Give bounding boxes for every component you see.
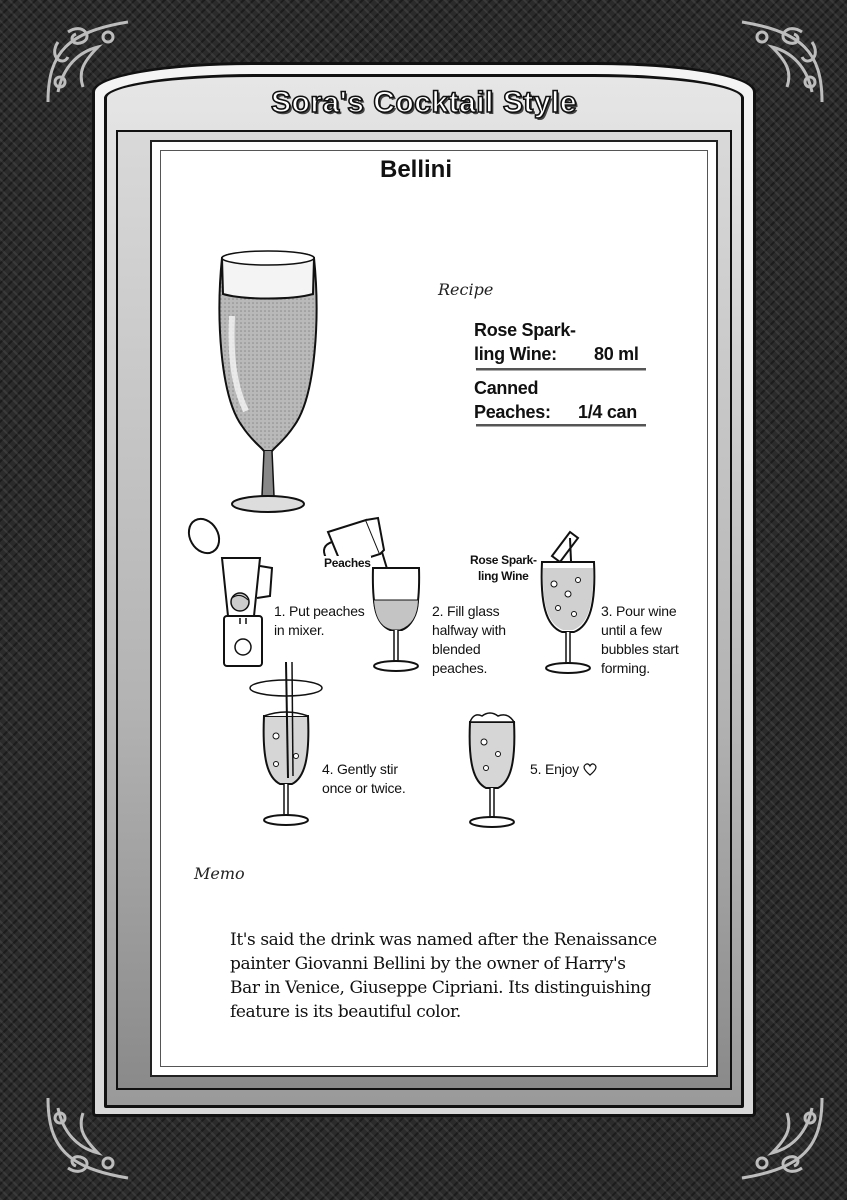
step-line: bubbles start	[601, 641, 679, 657]
memo-label: Memo	[194, 864, 245, 883]
ingredient-name: ling Wine:	[474, 344, 557, 364]
step-line: 2. Fill glass	[432, 603, 500, 619]
ingredient-name: Peaches:	[474, 402, 551, 422]
step-line: 1. Put peaches	[274, 603, 365, 619]
ingredient-amount: 1/4 can	[578, 402, 637, 422]
bellini-glass-illustration	[212, 246, 324, 518]
step-5-text	[530, 760, 597, 779]
finished-glass-illustration	[460, 708, 524, 830]
pour-peaches-illustration	[320, 516, 430, 676]
step-line: 3. Pour wine	[601, 603, 677, 619]
step-4-text	[322, 760, 406, 798]
step-2-text	[432, 602, 506, 678]
step-line: peaches.	[432, 660, 488, 676]
step-line: 5. Enjoy	[530, 761, 579, 777]
memo-text	[230, 928, 680, 1024]
recipe-label: Recipe	[438, 280, 494, 299]
step-line: once or twice.	[322, 780, 406, 796]
heart-icon	[583, 763, 597, 776]
pour-wine-illustration	[530, 528, 610, 678]
step-line: blended	[432, 641, 481, 657]
step-line: in mixer.	[274, 622, 325, 638]
stir-illustration	[246, 660, 326, 830]
ingredient-amount: 80 ml	[594, 344, 639, 364]
page-header-title: Sora's Cocktail Style	[270, 86, 578, 119]
peaches-label: Peaches	[324, 556, 371, 570]
ingredient-name: Canned	[474, 378, 539, 398]
cocktail-title: Bellini	[380, 156, 453, 183]
memo-line: painter Giovanni Bellini by the owner of Harry's	[230, 954, 626, 974]
step-line: 4. Gently stir	[322, 761, 398, 777]
rose-sparkling-wine-label	[470, 552, 537, 584]
step-line: until a few	[601, 622, 662, 638]
label-line: Rose Spark-	[470, 553, 537, 567]
step-line: halfway with	[432, 622, 506, 638]
step-3-text	[601, 602, 679, 678]
label-line: ling Wine	[478, 569, 529, 583]
memo-line: Bar in Venice, Giuseppe Cipriani. Its distinguishing	[230, 978, 652, 998]
ingredient-name: Rose Spark-	[474, 320, 576, 340]
ingredient-divider	[476, 368, 646, 371]
ingredient-divider	[476, 424, 646, 427]
memo-line: It's said the drink was named after the Renaissance	[230, 930, 657, 950]
step-line: forming.	[601, 660, 650, 676]
memo-line: feature is its beautiful color.	[230, 1002, 461, 1022]
mixer-illustration	[184, 514, 280, 674]
